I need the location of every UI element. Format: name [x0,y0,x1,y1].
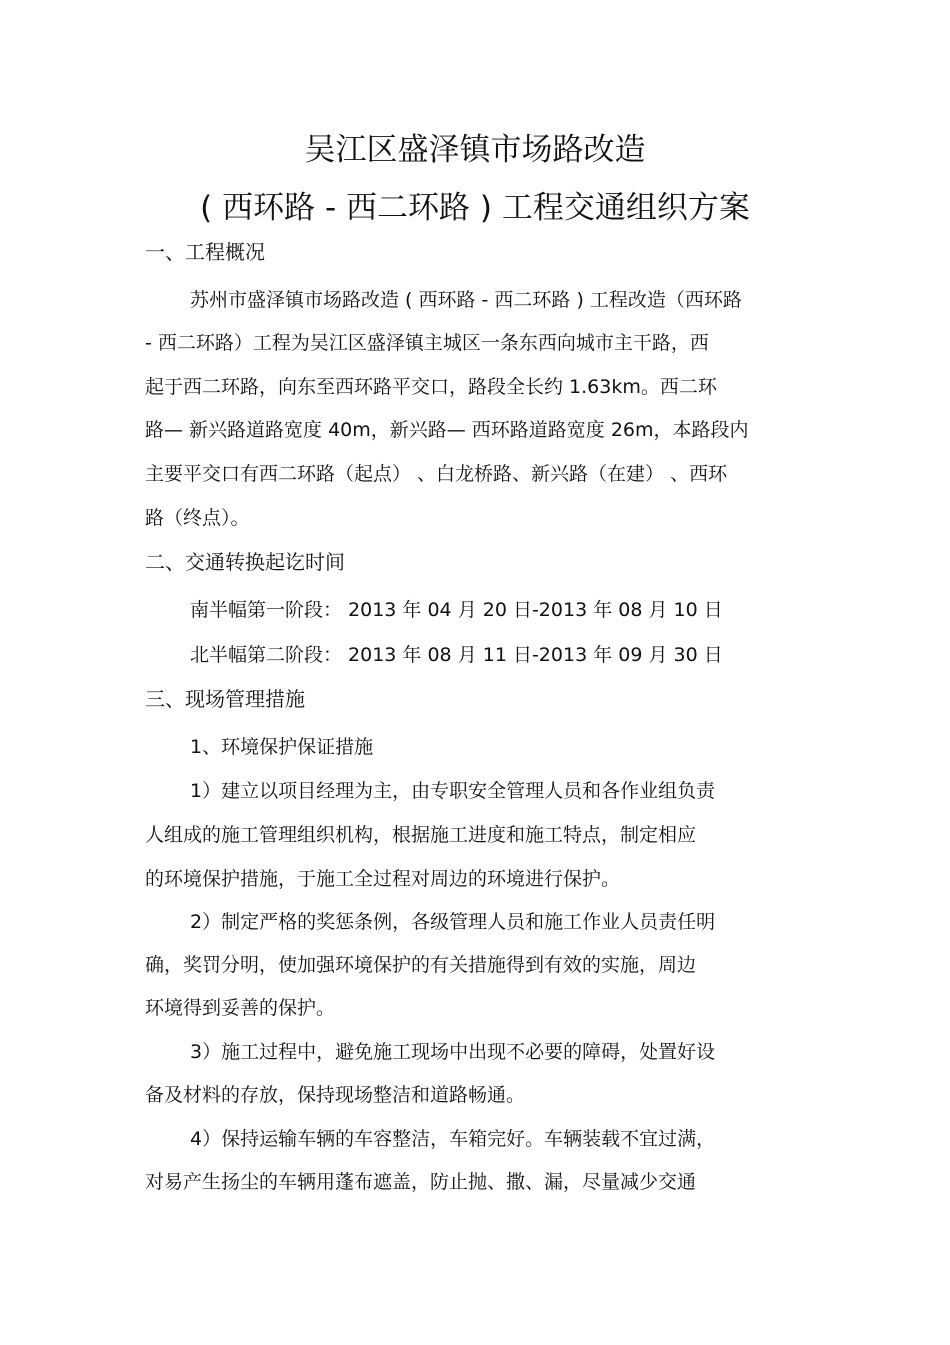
section1-line: 苏州市盛泽镇市场路改造 ( 西环路 - 西二环路 ) 工程改造（西环路 [190,289,742,311]
section3-line: 确，奖罚分明，使加强环境保护的有关措施得到有效的实施，周边 [145,954,697,976]
section1-line: 路— 新兴路道路宽度 40m，新兴路— 西环路道路宽度 26m，本路段内 [145,419,749,441]
section1-line: 起于西二环路，向东至西环路平交口，路段全长约 1.63km。西二环 [145,376,717,398]
section3-line: 对易产生扬尘的车辆用蓬布遮盖，防止抛、撒、漏，尽量减少交通 [145,1171,697,1193]
section3-line: 人组成的施工管理组织机构，根据施工进度和施工特点，制定相应 [145,824,697,846]
section3-subheading: 1、环境保护保证措施 [190,736,374,758]
section3-line: 1）建立以项目经理为主，由专职安全管理人员和各作业组负责 [190,780,716,802]
section2-line: 北半幅第二阶段： 2013 年 08 月 11 日-2013 年 09 月 30 日 [190,644,723,666]
section1-line: 路（终点）。 [145,507,250,529]
section1-heading: 一、工程概况 [145,240,265,264]
document-title-line2: ( 西环路 - 西二环路 ) 工程交通组织方案 [200,190,750,226]
section3-line: 的环境保护措施，于施工全过程对周边的环境进行保护。 [145,868,621,890]
section2-heading: 二、交通转换起讫时间 [145,550,345,574]
section2-line: 南半幅第一阶段： 2013 年 04 月 20 日-2013 年 08 月 10 日 [190,599,723,621]
section3-heading: 三、现场管理措施 [145,687,305,711]
section1-line: 主要平交口有西二环路（起点） 、白龙桥路、新兴路（在建） 、西环 [145,463,728,485]
section3-line: 2）制定严格的奖惩条例，各级管理人员和施工作业人员责任明 [190,911,716,933]
section3-line: 备及材料的存放，保持现场整洁和道路畅通。 [145,1084,526,1106]
section3-line: 4）保持运输车辆的车容整洁，车箱完好。车辆装载不宜过满， [190,1128,716,1150]
section3-line: 3）施工过程中，避免施工现场中出现不必要的障碍，处置好设 [190,1041,716,1063]
document-title-line1: 吴江区盛泽镇市场路改造 [304,132,646,168]
section3-line: 环境得到妥善的保护。 [145,997,336,1019]
section1-line: - 西二环路）工程为吴江区盛泽镇主城区一条东西向城市主干路，西 [145,332,709,354]
